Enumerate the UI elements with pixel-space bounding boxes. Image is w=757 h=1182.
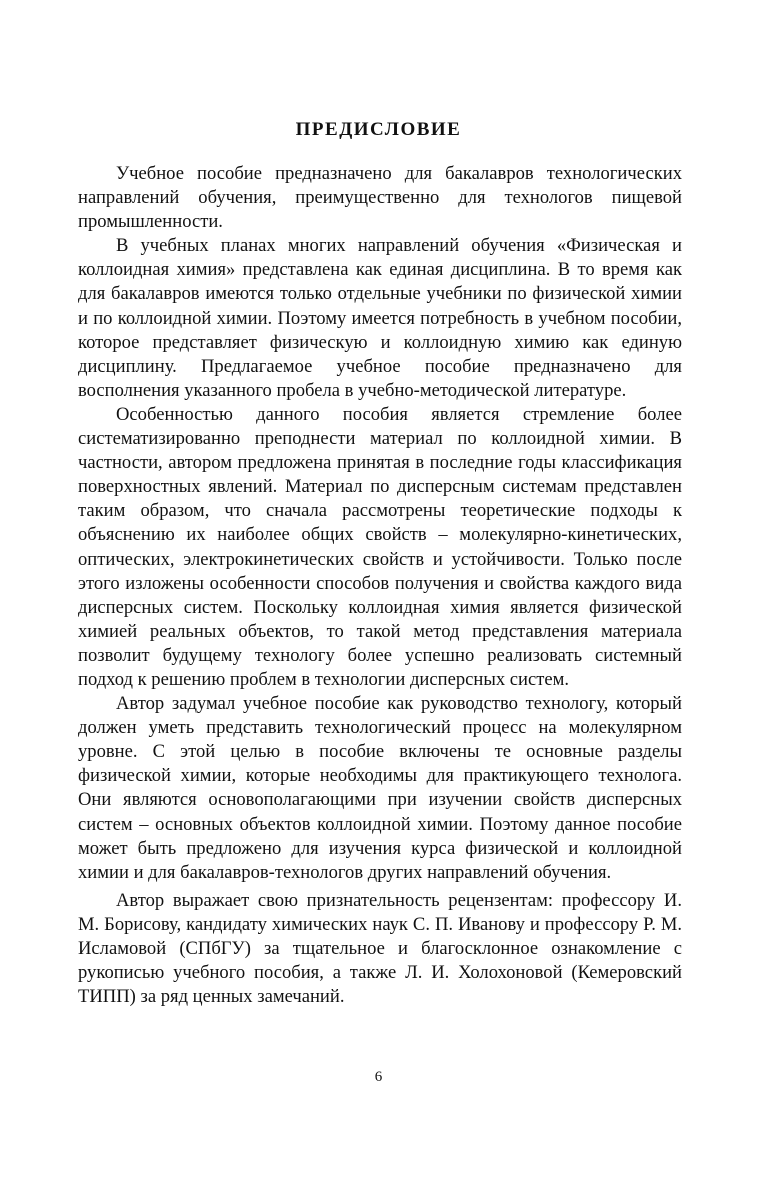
paragraph-5: Автор выражает свою признательность рецензентам: профессору И. М. Борисову, кандидату химических наук С. П. Иванову и профессору Р. М. Исламовой (СПбГУ) за тщательное и благосклонное ознакомление с рукописью учебного пособия, а также Л. И. Холохоновой (Кемеровский ТИПП) за ряд ценных замечаний. [78,889,682,1008]
paragraph-4: Автор задумал учебное пособие как руководство технологу, который должен уметь представить технологический процесс на молекулярном уровне. С этой целью в пособие включены те основные разделы физической химии, которые необходимы для практикующего технолога. Они являются основополагающими при изучении свойств дисперсных систем – основных объектов коллоидной химии. Поэтому данное пособие может быть предложено для изучения курса физической и коллоидной химии и для бакалавров-технологов других направлений обучения. [78,693,682,883]
paragraph-3: Особенностью данного пособия является стремление более систематизированно преподнести материал по коллоидной химии. В частности, автором предложена принятая в последние годы классификация поверхностных явлений. Материал по дисперсным системам представлен таким образом, что сначала рассмотрены теоретические подходы к объяснению их наиболее общих свойств – молекулярно-кинетических, оптических, электрокинетических свойств и устойчивости. Только после этого изложены особенности способов получения и свойства каждого вида дисперсных систем. Поскольку коллоидная химия является физической химией реальных объектов, то такой метод представления материала позволит будущему технологу более успешно реализовать системный подход к решению проблем в технологии дисперсных систем. [78,403,682,690]
paragraph-1: Учебное пособие предназначено для бакалавров технологических направлений обучения, преимущественно для технологов пищевой промышленности. [78,163,682,233]
preface-body [78,162,682,1009]
page-title: ПРЕДИСЛОВИЕ [295,119,462,140]
page-number: 6 [374,1069,383,1085]
paragraph-2: В учебных планах многих направлений обучения «Физическая и коллоидная химия» представлена как единая дисциплина. В то время как для бакалавров имеются только отдельные учебники по физической химии и по коллоидной химии. Поэтому имеется потребность в учебном пособии, которое представляет физическую и коллоидную химию как единую дисциплину. Предлагаемое учебное пособие предназначено для восполнения указанного пробела в учебно-методической литературе. [78,235,682,401]
